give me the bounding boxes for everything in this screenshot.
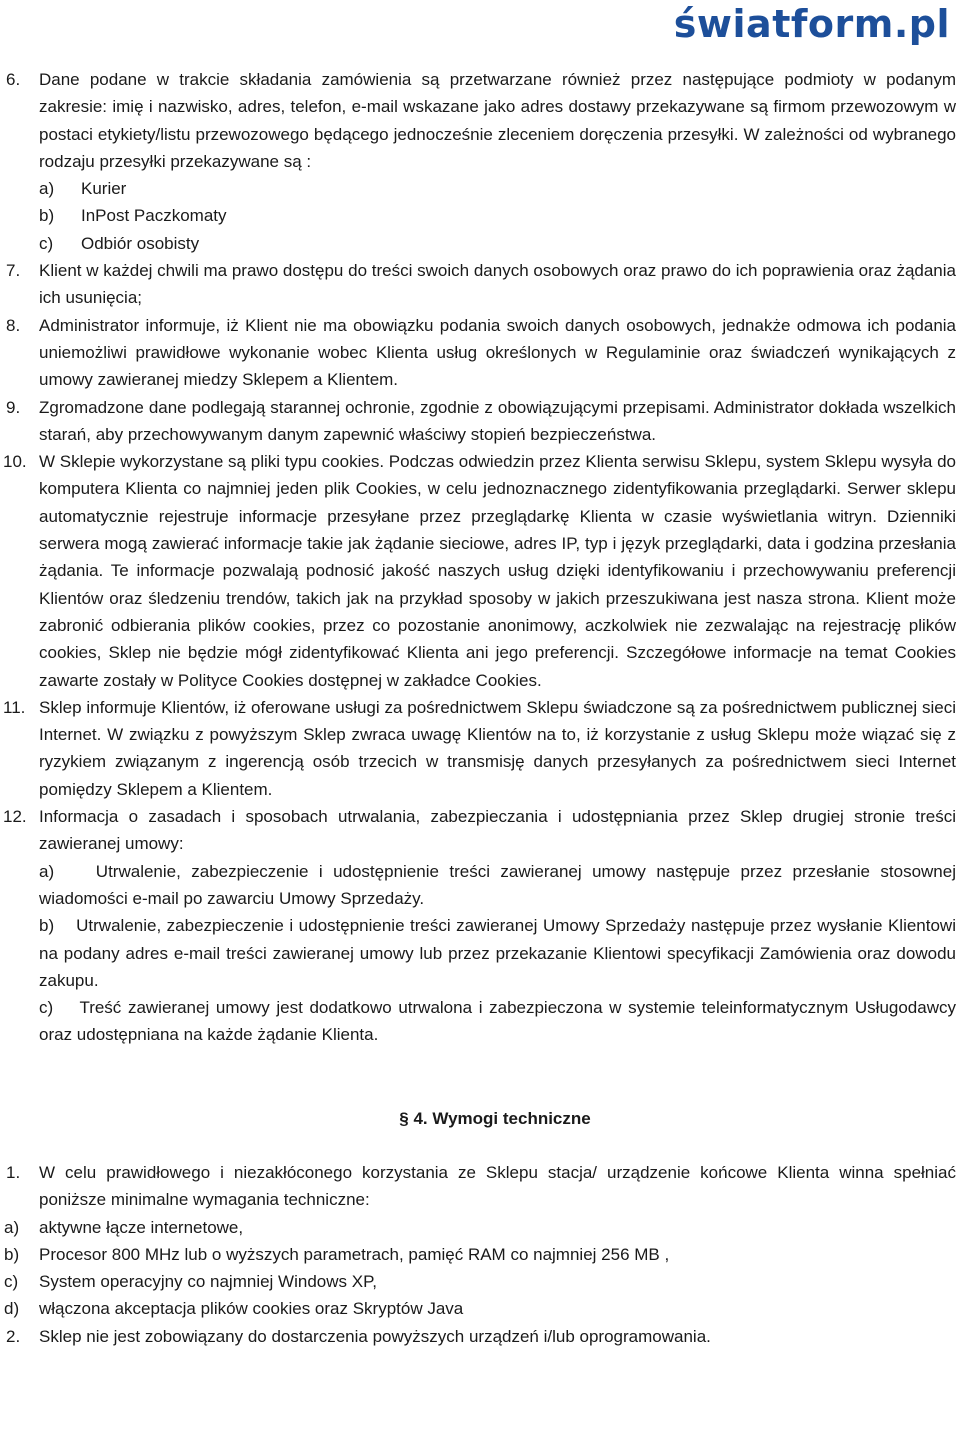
item-text: Sklep informuje Klientów, iż oferowane usługi za pośrednictwem Sklepu świadczone są za pośrednictwem publicznej sieci Internet. W związku z powyższym Sklep zwraca uwagę Klientów na to, iż korzystanie z usług Sklepu może wiązać się z ryzykiem związanym z ingerencją osób trzecich w transmisję danych przesyłanych za pośrednictwem sieci Internet pomiędzy Sklepem a Klientem. (39, 697, 956, 799)
item-number: 7. (6, 261, 21, 281)
req-label: d) (4, 1299, 20, 1319)
item-text: Sklep nie jest zobowiązany do dostarczenia powyższych urządzeń i/lub oprogramowania. (39, 1326, 711, 1346)
item-text: Klient w każdej chwili ma prawo dostępu do treści swoich danych osobowych oraz prawo do ich poprawienia oraz żądania ich usunięcia; (39, 261, 956, 308)
sub-item-label: b) (39, 206, 55, 226)
tech-req-a (0, 1214, 960, 1241)
sub-item-c (39, 230, 956, 257)
sub-item-text: Kurier (81, 179, 127, 199)
req-label: a) (4, 1217, 20, 1237)
item-text: Administrator informuje, iż Klient nie ma obowiązku podania swoich danych osobowych, jednakże odmowa ich podania uniemożliwi prawidłowe wykonanie wobec Klienta usług określonych w Regulaminie oraz świadczeń wynikających z umowy zawieranej miedzy Sklepem a Klientem. (39, 315, 956, 390)
list-item-12 (0, 803, 960, 1049)
list-item-9 (0, 394, 960, 449)
sub-item-b (39, 202, 956, 229)
item-text: Informacja o zasadach i sposobach utrwalania, zabezpieczania i udostępniania przez Sklep drugiej stronie treści zawieranej umowy: (39, 807, 956, 854)
item-number: 1. (6, 1162, 21, 1182)
tech-req-d (0, 1295, 960, 1322)
item-number: 8. (6, 315, 21, 335)
tech-req-b (0, 1241, 960, 1268)
sub-item-label: a) (39, 179, 55, 199)
sub-paragraph-c: c) Treść zawieranej umowy jest dodatkowo utrwalona i zabezpieczona w systemie teleinformatycznym Usługodawcy oraz udostępniana na każde żądanie Klienta. (39, 998, 956, 1045)
req-text: Procesor 800 MHz lub o wyższych parametrach, pamięć RAM co najmniej 256 MB , (39, 1244, 670, 1264)
sub-item-label: c) (39, 233, 54, 253)
document-body (0, 66, 960, 1350)
req-text: włączona akceptacja plików cookies oraz Skryptów Java (39, 1299, 464, 1319)
list-item-7 (0, 257, 960, 312)
item-text: W celu prawidłowego i niezakłóconego korzystania ze Sklepu stacja/ urządzenie końcowe Klienta winna spełniać poniższe minimalne wymagania techniczne: (39, 1162, 956, 1210)
tech-item-2 (0, 1323, 960, 1350)
item-text: W Sklepie wykorzystane są pliki typu cookies. Podczas odwiedzin przez Klienta serwisu Sklepu, system Sklepu wysyła do komputera Klienta co najmniej jeden plik Cookies, w celu jednoznacznego zidentyfikowania przeglądarki. Serwer sklepu automatycznie rejestruje informacje przesyłane przez przeglądarkę Klienta w czasie wyświetlania witryn. Dzienniki serwera mogą zawierać informacje takie jak żądanie sieciowe, adres IP, typ i język przeglądarki, data i godzina przesłania żądania. Te informacje pozwalają podnosić jakość naszych usług dzięki identyfikowaniu i przechowywaniu preferencji Klientów oraz śledzeniu trendów, takich jak na przykład sposoby w jakich przeszukiwana jest nasza strona. Klient może zabronić odbierania plików cookies, przez co pozostanie anonimowy, aczkolwiek nie zezwalając na rejestrację plików cookies, Sklep nie będzie mógł zidentyfikować Klienta ani jego preferencji. Szczegółowe informacje na temat Cookies zawarte zostały w Polityce Cookies dostępnej w zakładce Cookies. (39, 452, 956, 690)
sub-item-text: Odbiór osobisty (81, 233, 200, 253)
req-text: System operacyjny co najmniej Windows XP, (39, 1272, 377, 1292)
item-number: 11. (3, 697, 26, 717)
req-text: aktywne łącze internetowe, (39, 1217, 244, 1237)
list-item-8 (0, 312, 960, 394)
item-number: 10. (3, 452, 27, 472)
item-number: 9. (6, 397, 21, 417)
list-item-11 (0, 694, 960, 803)
item-number: 2. (6, 1326, 21, 1346)
item-text: Dane podane w trakcie składania zamówienia są przetwarzane również przez następujące podmioty w podanym zakresie: imię i nazwisko, adres, telefon, e-mail wskazane jako adres dostawy przekazywane są firmom przewozowym w postaci etykiety/listu przewozowego będącego jednocześnie zleceniem doręczenia przesyłki. W zależności od wybranego rodzaju przesyłki przekazywane są : (39, 70, 956, 171)
sub-item-a (39, 175, 956, 202)
sub-paragraph-b: b) Utrwalenie, zabezpieczenie i udostępnienie treści zawieranej Umowy Sprzedaży następuje przez wysłanie Klientowi na podany adres e-mail treści zawieranej umowy lub przez przekazanie Klientowi specyfikacji Zamówienia oraz dowodu zakupu. (39, 916, 956, 990)
req-label: b) (4, 1244, 20, 1264)
item-number: 6. (6, 70, 21, 89)
req-label: c) (4, 1272, 19, 1292)
list-item-10 (0, 448, 960, 694)
tech-req-c (0, 1268, 960, 1295)
item-number: 12. (3, 807, 27, 827)
site-logo: światform.pl (673, 2, 950, 46)
item-text: Zgromadzone dane podlegają starannej ochronie, zgodnie z obowiązującymi przepisami. Administrator dokłada wszelkich starań, aby przechowywanym danym zapewnić właściwy stopień bezpieczeństwa. (39, 397, 956, 444)
sub-paragraph-a: a) Utrwalenie, zabezpieczenie i udostępnienie treści zawieranej umowy następuje przez przesłanie stosownej wiadomości e-mail po zawarciu Umowy Sprzedaży. (39, 861, 956, 908)
sub-item-text: InPost Paczkomaty (81, 206, 227, 226)
list-item-6 (0, 66, 960, 257)
section-heading: § 4. Wymogi techniczne (399, 1108, 591, 1128)
tech-item-1 (0, 1159, 960, 1214)
